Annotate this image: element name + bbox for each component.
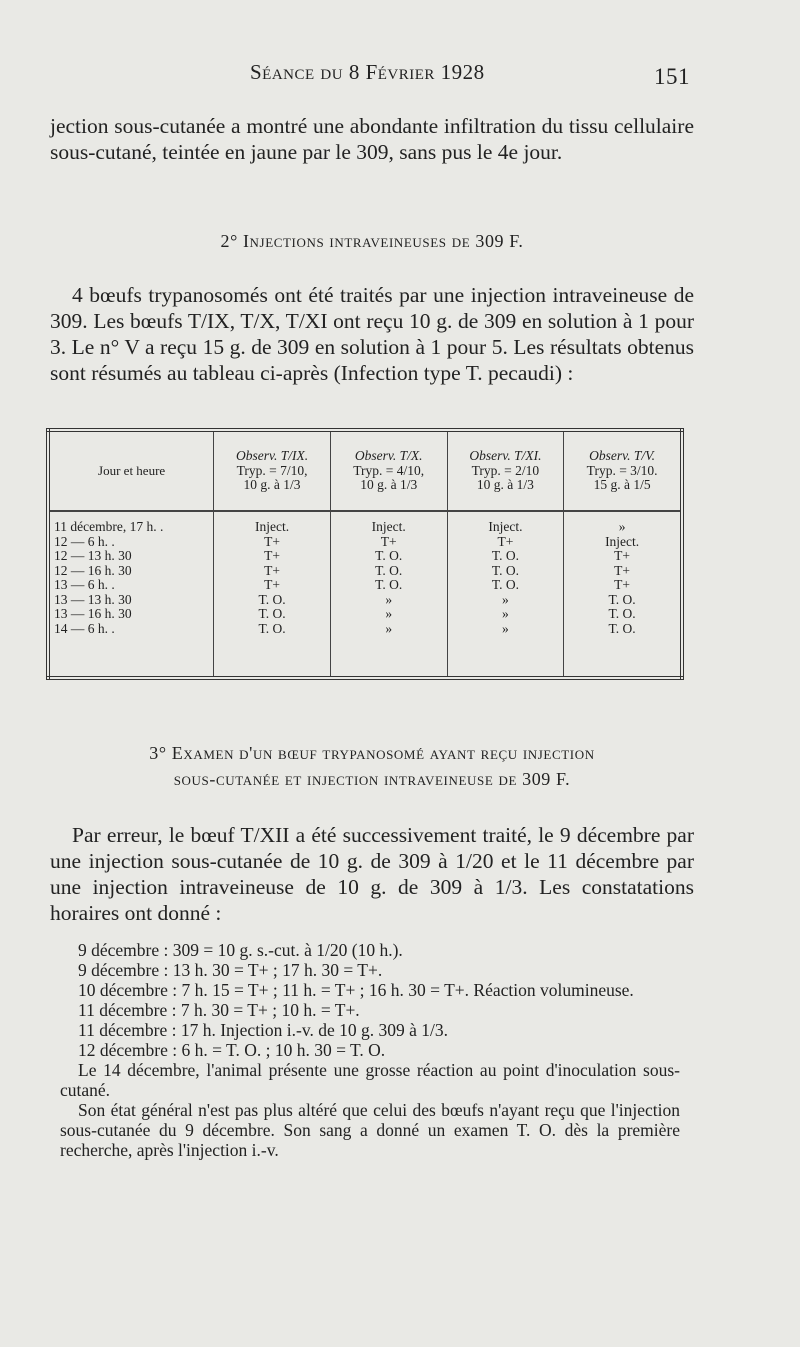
running-title: Séance du 8 Février 1928 — [250, 60, 485, 84]
header-dose: 10 g. à 1/3 — [476, 477, 534, 493]
table-cell: T+ — [614, 548, 631, 563]
table-cell: 13 — 6 h. . — [54, 577, 115, 592]
obs-tix-column — [214, 511, 331, 678]
table-cell: 12 — 16 h. 30 — [54, 562, 132, 578]
page-number: 151 — [654, 64, 690, 89]
header-title: Observ. T/XI. — [469, 448, 542, 464]
table-body-row — [48, 511, 682, 678]
paragraph-intravenous: 4 bœufs trypanosomés ont été traités par une injection intraveineuse de 309. Les bœufs T/IX, T/X, T/XI ont reçu 10 g. de 309 en solution à 1 pour 3. Le n° V a reçu 15 g. de 309 en solution à 1 pour 5. Les résultats obtenus sont résumés au tableau ci-après (Infection type T. pecaudi) : — [50, 283, 694, 385]
header-day-hour — [48, 430, 214, 511]
table-cell: » — [502, 606, 509, 621]
note-line: 11 décembre : 7 h. 30 = T+ ; 10 h. = T+. — [78, 1000, 360, 1020]
table-cell: Inject. — [488, 519, 523, 534]
obs-tx-column — [330, 511, 447, 678]
paragraph-continued: jection sous-cutanée a montré une abondante infiltration du tissu cellulaire sous-cutané, teintée en jaune par le 309, sans pus le 4e jour. — [50, 114, 694, 164]
header-title: Observ. T/V. — [589, 448, 656, 464]
results-table — [46, 428, 684, 680]
table-cell: T+ — [380, 533, 397, 549]
days-column — [48, 511, 214, 678]
obs-tv-column — [564, 511, 682, 678]
table-cell: » — [385, 620, 393, 636]
table-cell: Inject. — [255, 519, 290, 534]
section-3-title — [50, 740, 694, 792]
table-cell: Inject. — [371, 519, 406, 534]
header-title: Jour et heure — [98, 462, 166, 478]
running-header — [50, 58, 690, 88]
note-line: 12 décembre : 6 h. = T. O. ; 10 h. 30 = T. O. — [78, 1040, 386, 1060]
table-cell: T+ — [264, 577, 280, 592]
obs-txi-column — [447, 511, 564, 678]
table-cell: T. O. — [375, 562, 403, 578]
note-line: Son état général n'est pas plus altéré que celui des bœufs n'ayant reçu que l'injection sous-cutanée du 9 décembre. Son sang a donné un examen T. O. dès la première recherche, après l'injection i.-v. — [60, 1100, 680, 1160]
table-cell: 11 décembre, 17 h. . — [54, 519, 164, 534]
header-obs-tix — [214, 430, 331, 511]
table-cell: T. O. — [608, 606, 636, 621]
table-cell: T. O. — [491, 577, 519, 592]
header-dose: 10 g. à 1/3 — [360, 477, 418, 493]
table-cell: » — [502, 620, 509, 636]
section-3-title-line-2: sous-cutanée et injection intraveineuse de 309 F. — [173, 769, 571, 789]
section-2-title: 2° Injections intraveineuses de 309 F. — [220, 231, 524, 251]
table-cell: T. O. — [491, 548, 519, 563]
table-cell: Inject. — [605, 533, 640, 549]
header-obs-tx — [330, 430, 447, 511]
note-line: 9 décembre : 13 h. 30 = T+ ; 17 h. 30 = T+. — [78, 960, 383, 980]
table-cell: T+ — [264, 562, 280, 578]
table-cell: T. O. — [375, 577, 403, 592]
table-cell: T+ — [497, 533, 514, 549]
table-cell: T. O. — [375, 548, 403, 563]
header-tryp: Tryp. = 4/10, — [353, 462, 425, 478]
section-3-title-line-1: 3° Examen d'un bœuf trypanosomé ayant reçu injection — [149, 743, 595, 763]
table-cell: T. O. — [491, 562, 519, 578]
note-line: Le 14 décembre, l'animal présente une grosse réaction au point d'inoculation sous-cutané. — [60, 1060, 680, 1100]
header-obs-txi — [447, 430, 564, 511]
header-tryp: Tryp. = 2/10 — [471, 462, 540, 478]
note-line: 11 décembre : 17 h. Injection i.-v. de 10 g. 309 à 1/3. — [78, 1020, 448, 1040]
table-cell: » — [385, 591, 393, 607]
note-line: 9 décembre : 309 = 10 g. s.-cut. à 1/20 (10 h.). — [78, 940, 403, 960]
table-cell: T. O. — [258, 606, 286, 621]
table-cell: T+ — [264, 548, 280, 563]
table-cell: T. O. — [258, 620, 286, 636]
header-tryp: Tryp. = 7/10, — [236, 462, 308, 478]
note-line: 10 décembre : 7 h. 15 = T+ ; 11 h. = T+ ; 16 h. 30 = T+. Réaction volumineuse. — [78, 980, 634, 1000]
table-cell: » — [502, 591, 509, 607]
table-cell: » — [385, 606, 393, 621]
table-cell: T+ — [614, 577, 631, 592]
header-tryp: Tryp. = 3/10. — [586, 462, 658, 478]
table-cell: T+ — [614, 562, 631, 578]
table-cell: » — [618, 519, 626, 534]
table-cell: 12 — 6 h. . — [54, 533, 115, 549]
table-cell: T+ — [264, 533, 280, 549]
header-dose: 15 g. à 1/5 — [593, 477, 651, 493]
header-title: Observ. T/IX. — [235, 448, 309, 464]
table-cell: 12 — 13 h. 30 — [54, 548, 132, 563]
notes-block — [60, 940, 680, 1160]
table-cell: T. O. — [258, 591, 286, 607]
table-cell: T. O. — [608, 620, 636, 636]
header-obs-tv — [564, 430, 682, 511]
table-cell: 14 — 6 h. . — [54, 620, 115, 636]
header-dose: 10 g. à 1/3 — [243, 477, 301, 493]
table-cell: T. O. — [608, 591, 636, 607]
table-cell: 13 — 13 h. 30 — [54, 591, 132, 607]
header-title: Observ. T/X. — [354, 448, 423, 464]
paragraph-error-case: Par erreur, le bœuf T/XII a été successivement traité, le 9 décembre par une injection sous-cutanée de 10 g. de 309 à 1/20 et le 11 décembre par une injection intraveineuse de 10 g. de 309 à 1/3. Les constatations horaires ont donné : — [50, 823, 694, 925]
table-header-row — [48, 430, 682, 511]
table-cell: 13 — 16 h. 30 — [54, 606, 132, 621]
